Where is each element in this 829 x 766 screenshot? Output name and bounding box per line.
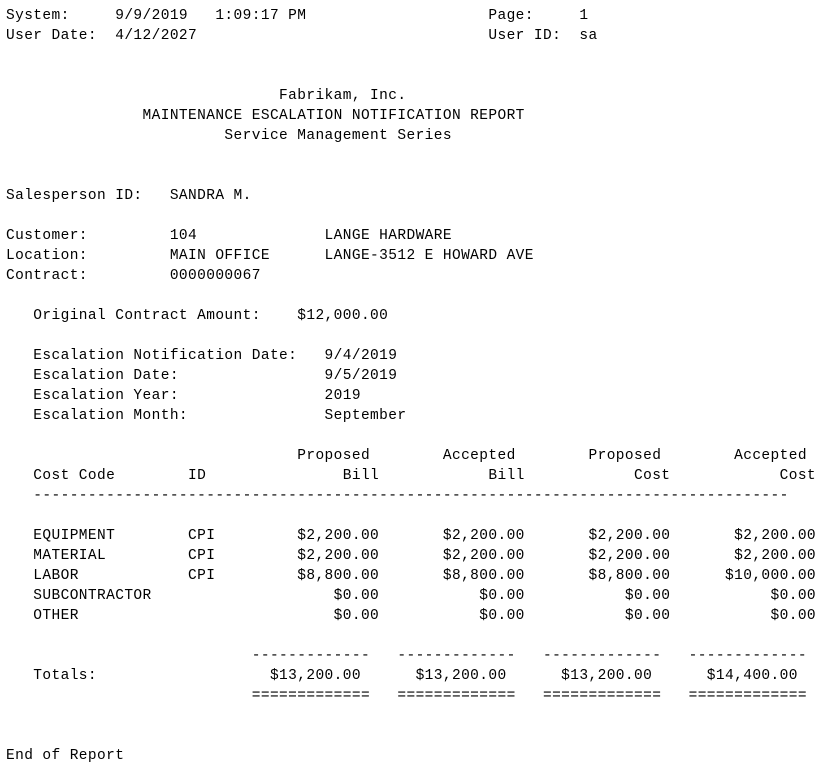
- customer-line: Customer: 104 LANGE HARDWARE: [6, 228, 452, 244]
- end-of-report: End of Report: [6, 748, 125, 764]
- user-header-line: User Date: 4/12/2027 User ID: sa: [6, 28, 598, 44]
- report-series: Service Management Series: [6, 128, 452, 144]
- table-header-line-1: Proposed Accepted Proposed Accepted: [6, 448, 807, 464]
- report-title: MAINTENANCE ESCALATION NOTIFICATION REPORT: [6, 108, 525, 124]
- spacer: [6, 286, 829, 306]
- original-contract-amount-line: Original Contract Amount: $12,000.00: [6, 308, 389, 324]
- table-row: EQUIPMENT CPI $2,200.00 $2,200.00 $2,200.00 $2,200.00: [6, 528, 817, 544]
- totals-rule: ------------- ------------- ------------- -------------: [6, 648, 807, 664]
- company-name: Fabrikam, Inc.: [6, 88, 407, 104]
- location-line: Location: MAIN OFFICE LANGE-3512 E HOWARD AVE: [6, 248, 534, 264]
- totals-row: Totals: $13,200.00 $13,200.00 $13,200.00 $14,400.00: [6, 668, 798, 684]
- escalation-notification-date-line: Escalation Notification Date: 9/4/2019: [6, 348, 398, 364]
- table-separator: -----------------------------------------------------------------------------------: [6, 488, 789, 504]
- escalation-date-line: Escalation Date: 9/5/2019: [6, 368, 398, 384]
- escalation-month-line: Escalation Month: September: [6, 408, 407, 424]
- spacer: [6, 726, 829, 746]
- table-row: OTHER $0.00 $0.00 $0.00 $0.00: [6, 608, 817, 624]
- table-row: LABOR CPI $8,800.00 $8,800.00 $8,800.00 $10,000.00: [6, 568, 817, 584]
- spacer: [6, 506, 829, 526]
- totals-double-rule: ============= ============= ============= =============: [6, 688, 807, 704]
- spacer: [6, 426, 829, 446]
- spacer: [6, 706, 829, 726]
- table-header-line-2: Cost Code ID Bill Bill Cost Cost: [6, 468, 817, 484]
- salesperson-line: Salesperson ID: SANDRA M.: [6, 188, 252, 204]
- spacer: [6, 166, 829, 186]
- spacer: [6, 146, 829, 166]
- spacer: [6, 326, 829, 346]
- system-header-line: System: 9/9/2019 1:09:17 PM Page: 1: [6, 8, 589, 24]
- table-row: SUBCONTRACTOR $0.00 $0.00 $0.00 $0.00: [6, 588, 817, 604]
- contract-line: Contract: 0000000067: [6, 268, 261, 284]
- table-row: MATERIAL CPI $2,200.00 $2,200.00 $2,200.00 $2,200.00: [6, 548, 817, 564]
- spacer: [6, 206, 829, 226]
- spacer: [6, 626, 829, 646]
- escalation-year-line: Escalation Year: 2019: [6, 388, 361, 404]
- spacer: [6, 66, 829, 86]
- spacer: [6, 46, 829, 66]
